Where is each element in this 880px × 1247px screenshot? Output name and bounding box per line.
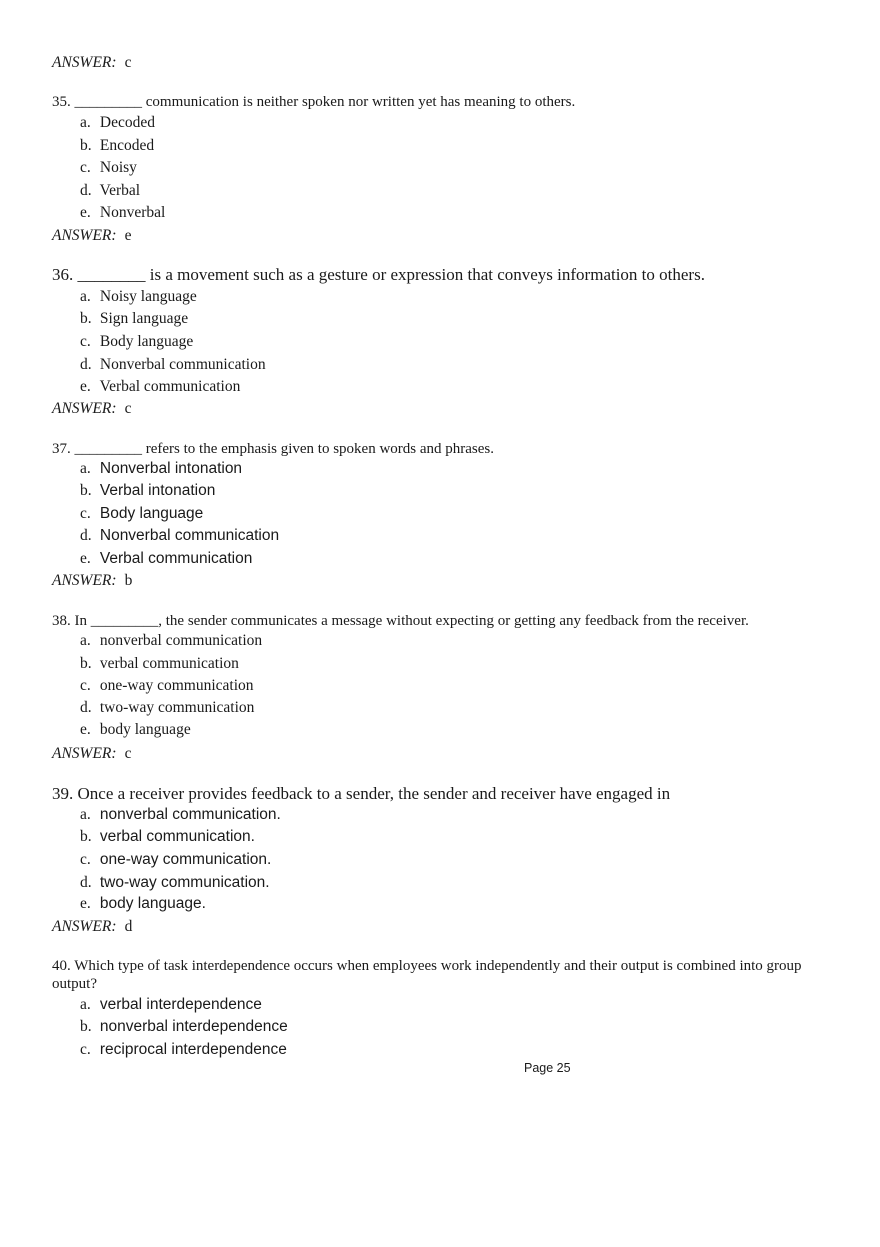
question-39-option-b <box>80 828 255 846</box>
option-letter: e. <box>80 721 91 738</box>
question-37-stem: 37. _________ refers to the emphasis given to spoken words and phrases. <box>52 441 495 457</box>
question-35-answer <box>52 227 131 245</box>
question-37-option-d <box>80 527 279 545</box>
option-text: Verbal intonation <box>99 482 216 499</box>
question-39-answer <box>52 918 132 936</box>
question-38-option-c <box>80 677 254 695</box>
option-letter: e. <box>80 378 91 395</box>
question-36-stem: 36. ________ is a movement such as a gesture or expression that conveys information to others. <box>52 265 705 284</box>
option-text: Nonverbal communication <box>99 527 280 544</box>
option-text: Verbal communication <box>99 378 241 395</box>
question-40-option-a <box>80 996 262 1014</box>
option-text: Nonverbal intonation <box>99 460 243 477</box>
answer-line-prev <box>52 54 131 72</box>
answer-label: ANSWER: <box>52 54 117 71</box>
option-letter: d. <box>80 182 92 199</box>
question-36-option-c <box>80 333 193 351</box>
option-text: verbal interdependence <box>99 996 262 1013</box>
answer-value: c <box>124 54 132 71</box>
question-39-option-c <box>80 851 271 869</box>
option-letter: c. <box>80 677 91 694</box>
question-37-option-a <box>80 460 242 478</box>
option-letter: d. <box>80 527 92 544</box>
option-letter: b. <box>80 310 92 327</box>
question-35-option-c <box>80 159 137 177</box>
answer-label: ANSWER: <box>52 918 117 935</box>
option-text: Encoded <box>99 137 155 154</box>
question-40-option-b <box>80 1018 288 1036</box>
question-37-answer <box>52 572 132 590</box>
option-text: body language. <box>99 895 206 912</box>
option-text: nonverbal communication. <box>99 806 281 823</box>
answer-value: d <box>124 918 133 935</box>
answer-label: ANSWER: <box>52 227 117 244</box>
question-38-option-b <box>80 655 239 673</box>
option-letter: e. <box>80 895 91 912</box>
option-text: body language <box>99 721 191 738</box>
question-40-option-c <box>80 1041 287 1059</box>
question-35-stem: 35. _________ communication is neither spoken nor written yet has meaning to others. <box>52 94 576 110</box>
option-letter: c. <box>80 159 91 176</box>
question-39-option-d <box>80 874 270 892</box>
question-35-option-a <box>80 114 155 132</box>
answer-value: b <box>124 572 133 589</box>
page-number: Page 25 <box>524 1061 571 1075</box>
option-letter: e. <box>80 550 91 567</box>
option-text: reciprocal interdependence <box>99 1041 287 1058</box>
question-36-option-d <box>80 356 266 374</box>
option-letter: a. <box>80 996 91 1013</box>
answer-label: ANSWER: <box>52 572 117 589</box>
question-36-answer <box>52 400 131 418</box>
option-text: Verbal communication <box>99 550 253 567</box>
option-letter: a. <box>80 806 91 823</box>
question-38-option-d <box>80 699 254 717</box>
option-letter: c. <box>80 505 91 522</box>
option-letter: d. <box>80 699 92 716</box>
option-letter: a. <box>80 632 91 649</box>
question-36-option-b <box>80 310 188 328</box>
option-text: Nonverbal communication <box>99 356 266 373</box>
option-letter: b. <box>80 137 92 154</box>
question-37-option-c <box>80 505 203 523</box>
option-letter: a. <box>80 288 91 305</box>
question-35-option-d <box>80 182 140 200</box>
question-36-option-e <box>80 378 240 396</box>
option-text: Body language <box>99 333 194 350</box>
question-35-option-e <box>80 204 165 222</box>
option-letter: b. <box>80 828 92 845</box>
question-38-option-e <box>80 721 191 739</box>
option-letter: b. <box>80 1018 92 1035</box>
option-text: Decoded <box>99 114 155 131</box>
question-36-option-a <box>80 288 197 306</box>
option-text: nonverbal interdependence <box>99 1018 288 1035</box>
option-text: verbal communication <box>99 655 239 672</box>
question-38-stem: 38. In _________, the sender communicates a message without expecting or getting any feedback from the receiver. <box>52 613 749 629</box>
option-text: Sign language <box>99 310 189 327</box>
option-letter: e. <box>80 204 91 221</box>
option-letter: c. <box>80 333 91 350</box>
option-text: two-way communication. <box>99 874 270 891</box>
answer-label: ANSWER: <box>52 400 117 417</box>
option-letter: c. <box>80 1041 91 1058</box>
question-40-stem: 40. Which type of task interdependence occurs when employees work independently and their output is combined into group output? <box>52 958 802 992</box>
question-37-option-b <box>80 482 215 500</box>
question-39-stem: 39. Once a receiver provides feedback to a sender, the sender and receiver have engaged in <box>52 784 671 803</box>
option-text: one-way communication <box>99 677 254 694</box>
option-text: nonverbal communication <box>99 632 263 649</box>
option-letter: d. <box>80 356 92 373</box>
option-text: Noisy language <box>99 288 197 305</box>
answer-value: e <box>124 227 132 244</box>
option-letter: b. <box>80 482 92 499</box>
option-text: verbal communication. <box>99 828 255 845</box>
question-38-option-a <box>80 632 262 650</box>
option-letter: c. <box>80 851 91 868</box>
answer-label: ANSWER: <box>52 745 117 762</box>
question-37-option-e <box>80 550 252 568</box>
question-35-option-b <box>80 137 154 155</box>
option-text: Nonverbal <box>99 204 166 221</box>
question-38-answer <box>52 745 131 763</box>
answer-value: c <box>124 745 132 762</box>
option-text: two-way communication <box>99 699 255 716</box>
option-letter: b. <box>80 655 92 672</box>
option-text: Noisy <box>99 159 137 176</box>
option-letter: d. <box>80 874 92 891</box>
question-39-option-e <box>80 895 206 913</box>
option-text: one-way communication. <box>99 851 272 868</box>
question-39-option-a <box>80 806 281 824</box>
option-letter: a. <box>80 460 91 477</box>
option-text: Body language <box>99 505 204 522</box>
option-letter: a. <box>80 114 91 131</box>
answer-value: c <box>124 400 132 417</box>
option-text: Verbal <box>99 182 141 199</box>
